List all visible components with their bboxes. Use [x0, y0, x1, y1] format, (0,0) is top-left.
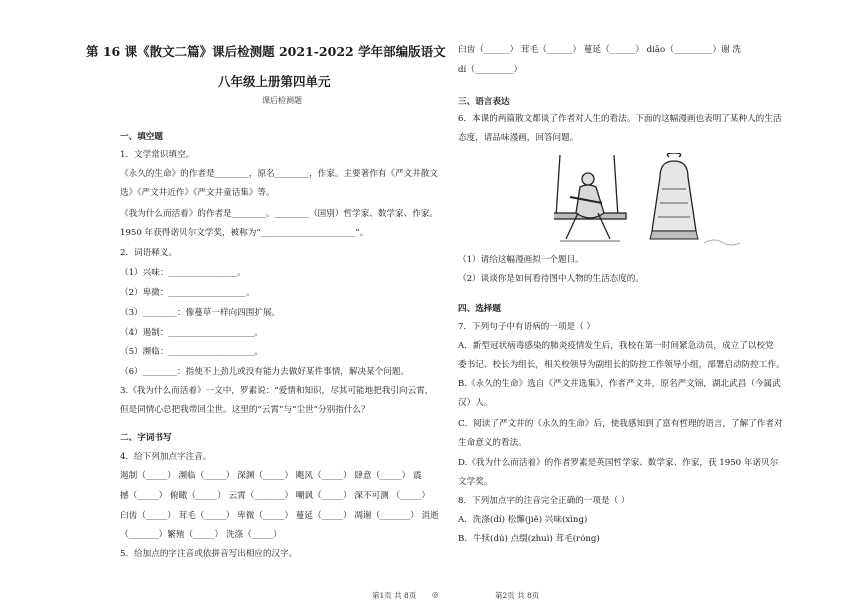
question-line: 《我为什么而活着》的作者是________。________（国别）哲学家、数学家、作家。 — [120, 209, 438, 219]
question-line: （2）谈谈你是如何看待图中人物的生活态度的。 — [458, 274, 644, 284]
page-mark: ◎ — [432, 590, 439, 599]
question-line: （5）濒临：____________________。 — [120, 347, 263, 357]
section-heading: 四、选择题 — [458, 304, 501, 314]
question-line: 遏制（_____） 濒临（_____） 深渊（_____） 飓风（_____） 肆意（_____） 震 — [120, 471, 422, 481]
question-line: 4．给下列加点字注音。 — [120, 452, 212, 462]
section-heading: 一、填空题 — [120, 132, 163, 142]
question-line: A．洗涤(dí) 松懈(jiě) 兴味(xìng) — [458, 515, 588, 525]
doc-title-line1: 第 16 课《散文二篇》课后检测题 2021-2022 学年部编版语文 — [86, 44, 446, 59]
question-line: 《永久的生命》的作者是________，原名________，作家。主要著作有《严文井散文 — [120, 169, 438, 179]
question-line: 8．下列加点字的注音完全正确的一项是（ ） — [458, 496, 630, 506]
question-line: A．新型冠状病毒感染的肺炎疫情发生后，我校在第一时间紧急动员，成立了以校党 — [458, 341, 774, 351]
question-line: 1．文学常识填空。 — [120, 150, 195, 160]
question-line: 选》《严文井近作》《严文井童话集》等。 — [120, 188, 275, 198]
question-line: （1）请给这幅漫画拟一个题目。 — [458, 255, 584, 265]
question-line: 汉）人。 — [458, 398, 493, 408]
question-line: （6）________：指使不上劲儿或没有能力去做好某件事情，解决某个问题。 — [120, 367, 410, 377]
question-line: （_______）繁殖（_____） 洗涤（_____） — [120, 530, 282, 540]
page-number-right: 第2页 共 8页 — [495, 591, 540, 600]
question-line: 2．词语释义。 — [120, 248, 178, 258]
question-line: 态度，请品味漫画，回答问题。 — [458, 133, 579, 143]
question-line: 臼齿（_____） 茸毛（_____） 卑微（_____） 蔓延（_____） 凋谢（_______） 消逝 — [120, 511, 439, 521]
doc-subtitle: 课后检测题 — [262, 96, 302, 105]
question-line: 6．本课的两篇散文都谈了作者对人生的看法。下面的这幅漫画也表明了某种人的生活 — [458, 114, 782, 124]
question-line: 3.《我为什么而活着》一文中，罗素说：“爱情和知识，尽其可能地把我引向云霄， — [120, 386, 434, 396]
question-line: （4）遏制：____________________。 — [120, 328, 263, 338]
question-line: 臼齿（______） 茸毛（______） 蔓延（______） diāo（_________）谢 洗 — [458, 45, 741, 55]
question-line: 文学奖。 — [458, 477, 493, 487]
question-line: B．牛犊(dú) 点缀(zhuì) 茸毛(róng) — [458, 534, 600, 544]
question-line: 生命意义的看法。 — [458, 438, 527, 448]
question-line: 委书记、校长为组长，相关校领导为副组长的防控工作领导小组，部署启动防控工作。 — [458, 360, 785, 370]
question-line: dí（_________） — [458, 65, 523, 75]
question-line: 5．给加点的字注音或依拼音写出相应的汉字。 — [120, 549, 298, 559]
section-heading: 三、语言表达 — [458, 97, 510, 107]
question-line: 撼（_____） 俯瞰（_____） 云霄（_______） 嘲讽（_____） 深不可测 （_____） — [120, 491, 431, 501]
question-line: （1）兴味：________________。 — [120, 268, 246, 278]
page-number-left: 第1页 共 8页 — [372, 591, 417, 600]
doc-title-line2: 八年级上册第四单元 — [218, 74, 331, 89]
question-line: （3）________：像蔓草一样向四围扩展。 — [120, 308, 281, 318]
question-line: D.《我为什么而活着》的作者罗素是英国哲学家、数学家、作家，获 1950 年诺贝尔 — [458, 458, 779, 468]
question-line: B.《永久的生命》选自《严文井选集》，作者严文井，原名严文锦，湖北武昌（今属武 — [458, 379, 781, 389]
section-heading: 二、字词书写 — [120, 433, 172, 443]
question-line: 但是同情心总把我带回尘世。这里的“云霄”与“尘世”分别指什么？ — [120, 405, 370, 415]
question-line: （2）卑微：__________________。 — [120, 288, 255, 298]
question-line: 7．下列句子中有语病的一项是（ ） — [458, 322, 596, 332]
question-line: C．阅读了严文井的《永久的生命》后，使我感知到了富有哲理的语言，了解了作者对 — [458, 419, 783, 429]
cartoon-illustration — [554, 153, 744, 253]
question-line: 1950 年获得诺贝尔文学奖，被称为“______________________”。 — [120, 228, 369, 238]
